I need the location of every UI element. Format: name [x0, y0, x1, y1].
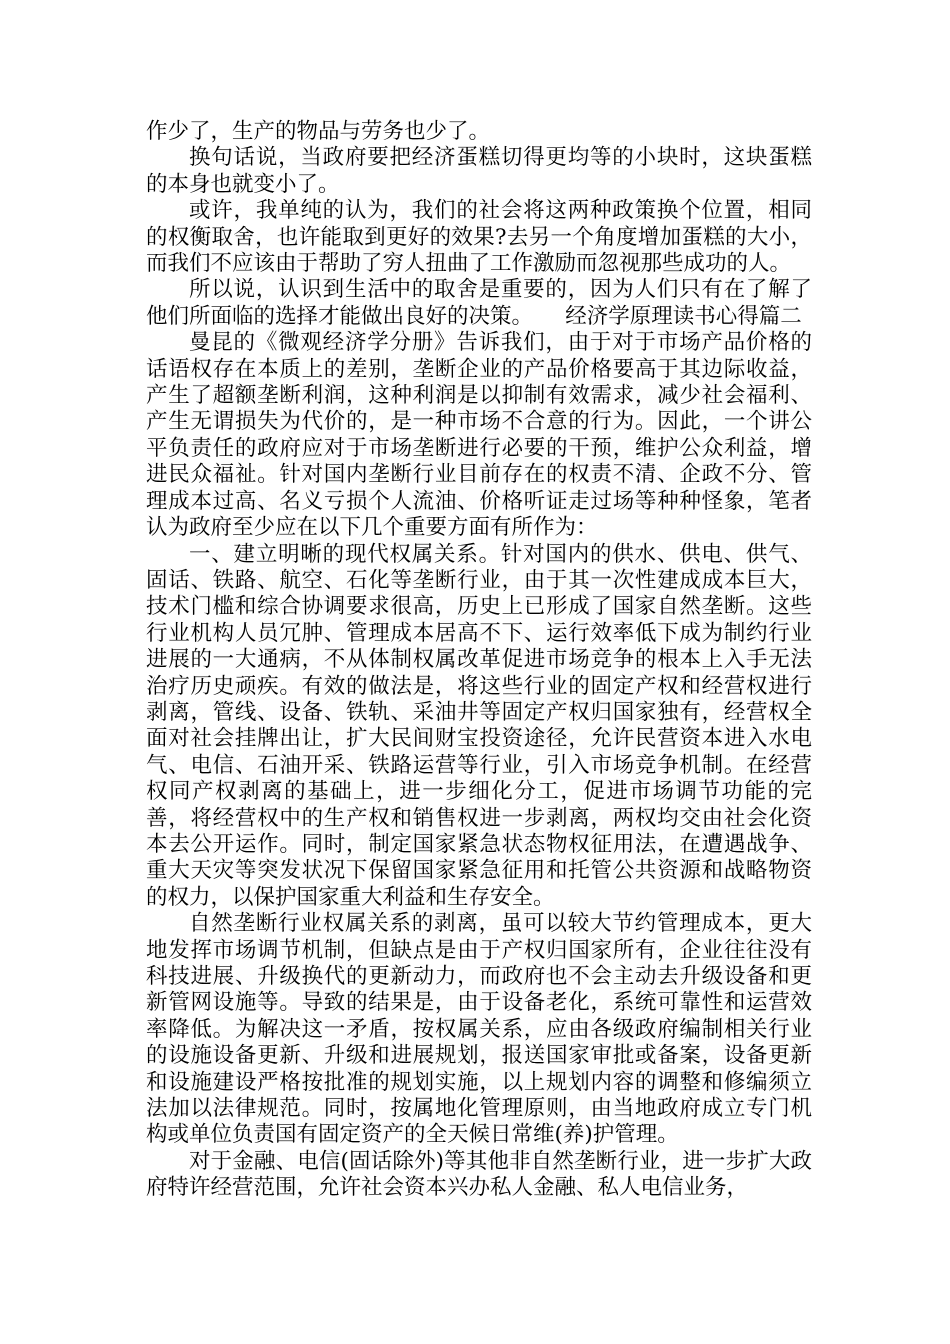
paragraph-2: 换句话说，当政府要把经济蛋糕切得更均等的小块时，这块蛋糕的本身也就变小了。: [146, 145, 812, 197]
paragraph-7: 自然垄断行业权属关系的剥离，虽可以较大节约管理成本，更大地发挥市场调节机制，但缺点是由于产权归国家所有，企业往往没有科技进展、升级换代的更新动力，而政府也不会主动去升级设备和更新管网设施等。导致的结果是，由于设备老化，系统可靠性和运营效率降低。为解决这一矛盾，按权属关系，应由各级政府编制相关行业的设施设备更新、升级和进展规划，报送国家审批或备案，设备更新和设施建设严格按批准的规划实施，以上规划内容的调整和修编须立法加以法律规范。同时，按属地化管理原则，由当地政府成立专门机构或单位负责国有固定资产的全天候日常维(养)护管理。: [146, 911, 812, 1148]
paragraph-6: 一、建立明晰的现代权属关系。针对国内的供水、供电、供气、固话、铁路、航空、石化等垄断行业，由于其一次性建成成本巨大，技术门槛和综合协调要求很高，历史上已形成了国家自然垄断。这些行业机构人员冗肿、管理成本居高不下、运行效率低下成为制约行业进展的一大通病，不从体制权属改革促进市场竞争的根本上入手无法治疗历史顽疾。有效的做法是，将这些行业的固定产权和经营权进行剥离，管线、设备、铁轨、采油井等固定产权归国家独有，经营权全面对社会挂牌出让，扩大民间财宝投资途径，允许民营资本进入水电气、电信、石油开采、铁路运营等行业，引入市场竞争机制。在经营权同产权剥离的基础上，进一步细化分工，促进市场调节功能的完善，将经营权中的生产权和销售权进一步剥离，两权均交由社会化资本去公开运作。同时，制定国家紧急状态物权征用法，在遭遇战争、重大天灾等突发状况下保留国家紧急征用和托管公共资源和战略物资的权力，以保护国家重大利益和生存安全。: [146, 541, 812, 910]
document-body: [146, 119, 812, 1202]
paragraph-8: 对于金融、电信(固话除外)等其他非自然垄断行业，进一步扩大政府特许经营范围，允许社会资本兴办私人金融、私人电信业务，: [146, 1148, 812, 1201]
paragraph-3: 或许，我单纯的认为，我们的社会将这两种政策换个位置，相同的权衡取舍，也许能取到更好的效果?去另一个角度增加蛋糕的大小，而我们不应该由于帮助了穷人扭曲了工作激励而忽视那些成功的人。: [146, 198, 812, 277]
paragraph-5: 曼昆的《微观经济学分册》告诉我们，由于对于市场产品价格的话语权存在本质上的差别，垄断企业的产品价格要高于其边际收益，产生了超额垄断利润，这种利润是以抑制有效需求，减少社会福利、产生无谓损失为代价的，是一种市场不合意的行为。因此，一个讲公平负责任的政府应对于市场垄断进行必要的干预，维护公众利益，增进民众福祉。针对国内垄断行业目前存在的权责不清、企政不分、管理成本过高、名义亏损个人流油、价格听证走过场等种种怪象，笔者认为政府至少应在以下几个重要方面有所作为：: [146, 330, 812, 541]
paragraph-4: 所以说，认识到生活中的取舍是重要的，因为人们只有在了解了他们所面临的选择才能做出良好的决策。 经济学原理读书心得篇二: [146, 277, 812, 329]
paragraph-1: 作少了，生产的物品与劳务也少了。: [146, 119, 491, 144]
